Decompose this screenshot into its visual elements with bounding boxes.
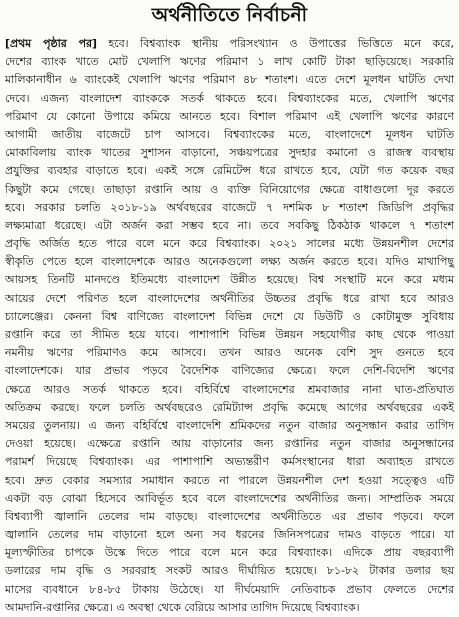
article-line-text: নমনীয় ঋণের পরিমাণও কমে আসবে। তখন আরও অনেক বেশি সুদ গুনতে হবে — [5, 346, 454, 360]
article-line-text: পরিমাণ যে কোনো উপায়ে কমিয়ে আনতে হবে। বিশাল পরিমাণ এই খেলাপি ঋণের কারণে — [5, 109, 454, 123]
article-line — [5, 235, 454, 253]
article-line — [5, 508, 454, 526]
article-line — [5, 181, 454, 199]
article-line — [5, 472, 454, 490]
article-line — [5, 108, 454, 126]
article-line-text: মাসের ব্যবধানে ৮৪-৮৫ টাকায় উঠেছে। যা দীর্ঘমেয়াদি নেতিবাচক প্রভাব ফেলতে দেশের — [5, 582, 454, 596]
article-line-text: প্রবৃদ্ধি অর্জিত হতে পারে বলে মনে করে বিশ্বব্যাংক। ২০২১ সালের মধ্যে উন্নয়নশীল দেশের — [5, 237, 454, 251]
article-line-text: হবে। সরকার চলতি ২০১৮-১৯ অর্থবছরের বাজেটে ৭ দশমিক ৮ শতাংশ জিডিপি প্রবৃদ্ধির — [5, 200, 454, 214]
article-line-text: ডলারের দাম বৃদ্ধি ও সরবরাহ সংকট আরও দীর্ঘায়িত হয়েছে। ৮১-৮২ টাকার ডলার ছয় — [5, 564, 454, 578]
article-line-text: বিশ্বব্যাপী জ্বালানি তেলের দাম বাড়ছে। বাংলাদেশের অর্থনীতিতে এর প্রভাব পড়বে। ফলে — [5, 509, 454, 523]
article-line — [5, 53, 454, 71]
article-line — [5, 381, 454, 399]
headline: অর্থনীতিতে নির্বাচনী — [151, 4, 308, 26]
article-line — [5, 90, 454, 108]
article-line — [5, 599, 454, 617]
article-line — [5, 581, 454, 599]
article-line-text: অতিক্রম করছে। ফলে চলতি অর্থবছরেও রেমিট্যান্স প্রবৃদ্ধি কমেছে আগের অর্থবছরের একই — [5, 400, 454, 414]
article-line-text: ক্ষেত্রে আরও সতর্ক থাকতে হবে। বহির্বিশ্বে বাংলাদেশের শ্রমবাজার নানা ঘাত-প্রতিঘাত — [5, 382, 454, 396]
article-line-text: আয়সহ তিনটি মানদণ্ডে ইতিমধ্যে বাংলাদেশ উন্নীত হয়েছে। বিশ্ব সংস্থাটি মনে করে মধ্যম — [5, 273, 454, 287]
article-line-text: বাংলাদেশকে। যার প্রভাব পড়বে বৈদেশিক বাণিজ্যের ক্ষেত্রে। ফলে দেশি-বিদেশি ঋণের — [5, 364, 454, 378]
article-line-text: স্বীকৃতি পেতে হলে বাংলাদেশকে আরও অনেকগুলো লক্ষ্য অর্জন করতে হবে। যদিও মাথাপিছু — [5, 255, 454, 269]
article-line-text: লক্ষ্যমাত্রা ধরেছে। এটা অর্জন করা সম্ভব হবে না। তবে সবকিছু ঠিকঠাক থাকলে ৭ শতাংশ — [5, 218, 454, 232]
article-line — [5, 490, 454, 508]
article-line-text: হবে। দ্রুত বেকার সমস্যার সমাধান করতে না পারলে উন্নয়নশীল দেশ হওয়া সত্ত্বেও এটি — [5, 473, 454, 487]
article-line-text: মোকাবিলায় ব্যাংক খাতের সুশাসন বাড়ানো, সঞ্চয়পত্রের সুদহার কমানো ও রাজস্ব ব্যবস্থায় — [5, 146, 454, 160]
article-line-text: দেওয়া হয়েছে। এক্ষেত্রে রপ্তানি আয় বাড়ানোর জন্য রপ্তানির নতুন বাজার অনুসন্ধানের — [5, 437, 454, 451]
article-line-text: আগামী জাতীয় বাজেটে চাপ আসবে। বিশ্বব্যাংকের মতে, বাংলাদেশে মূলধন ঘাটতি — [5, 127, 454, 141]
article-line-text: হবে। বিশ্বব্যাংক স্থানীয় পরিসংখ্যান ও উপাত্তের ভিত্তিতে মনে করে, — [96, 37, 454, 50]
article-line — [5, 526, 454, 544]
article-line — [5, 71, 454, 89]
article-line — [5, 199, 454, 217]
article-line-text: মূল্যস্ফীতির চাপকে উস্কে দিতে পারে বলে মনে করে বিশ্বব্যাংক। এদিকে প্রায় বছরব্যাপী — [5, 546, 454, 560]
article-line-text: সময়ের তুলনায়। এ জন্য বহির্বিশ্বে বাংলাদেশি শ্রমিকদের নতুন বাজার অনুসন্ধান করার তাগিদ — [5, 418, 454, 432]
article-line — [5, 399, 454, 417]
article-line — [5, 271, 454, 289]
article-line — [5, 453, 454, 471]
article-line — [5, 326, 454, 344]
article-line-text: রপ্তানি করে তা সীমিত হয়ে যাবে। পাশাপাশি বিভিন্ন উন্নয়ন সহযোগীর কাছ থেকে পাওয়া — [5, 328, 454, 341]
article-line — [5, 435, 454, 453]
article-line — [5, 126, 454, 144]
continuation-label: [প্রথম পৃষ্ঠার পর] — [5, 37, 97, 50]
article-line — [5, 362, 454, 380]
article-line — [5, 217, 454, 235]
article-body — [5, 35, 454, 617]
article-line-text: দেবে। এজন্য বাংলাদেশ ব্যাংককে সতর্ক থাকতে হবে। বিশ্বব্যাংকের মতে, খেলাপি ঋণের — [5, 91, 454, 105]
article-line-text: জ্বালানি তেলের দাম বাড়ানো হলে অন্য সব ধরনের জিনিসপত্রের দামও বাড়তে পারে। যা — [5, 528, 454, 542]
article-line-text: মালিকানাধীন ৬ ব্যাংকেই খেলাপি ঋণের পরিমাণ ৪৮ শতাংশ। এতে দেশে মূলধন ঘাটতি দেখা — [5, 73, 454, 87]
article-line — [5, 544, 454, 562]
article-line — [5, 162, 454, 180]
article-line — [5, 144, 454, 162]
article-line-text: প্রযুক্তির ব্যবহার বাড়াতে হবে। একই সঙ্গে রেমিটেন্স ধরে রাখতে হবে, যেটা গত কয়েক বছর — [5, 164, 454, 178]
article-line-text: পরামর্শ দিয়েছে বিশ্বব্যাংক। এর পাশাপাশি অভ্যন্তরীণ কর্মসংস্থানের ধারা অব্যাহত রাখতে — [5, 455, 454, 469]
article-line-text: কিছুটা কমে গেছে। তাছাড়া রপ্তানি আয় ও ব্যক্তি বিনিয়োগের ক্ষেত্রে বাধাগুলো দূর করতে — [5, 182, 454, 196]
article-line-text: দেশের ব্যাংক খাতে মোট খেলাপি ঋণের পরিমাণ ১ লাখ কোটি টাকা ছাড়িয়েছে। সরকারি — [5, 55, 454, 69]
article-line — [5, 417, 454, 435]
article-line-text: একটা বড় বোঝা হিসেবে আবির্ভূত হবে বলে বাংলাদেশের অর্থনীতির জন্য। সাম্প্রতিক সময়ে — [5, 491, 454, 505]
article-line-text: চ্যালেঞ্জের। কেননা বিশ্ব বাণিজ্যে বাংলাদেশ বিভিন্ন দেশে যে ডিউটি ও কোটামুক্ত সুবিধায় — [5, 309, 454, 323]
article-line-text: আয়ের দেশে পরিণত হলে বাংলাদেশের অর্থনীতির উচ্চতর প্রবৃদ্ধি ধরে রাখা হবে আরও — [5, 291, 454, 305]
article-line — [5, 562, 454, 580]
article-line — [5, 253, 454, 271]
article-line — [5, 344, 454, 362]
article-line — [5, 290, 454, 308]
article-line — [5, 35, 454, 53]
article-line-text: আমদানি-রপ্তানির ক্ষেত্রে। এ অবস্থা থেকে বেরিয়ে আসার তাগিদ দিয়েছে বিশ্বব্যাংক। — [5, 600, 360, 614]
article-line — [5, 308, 454, 326]
